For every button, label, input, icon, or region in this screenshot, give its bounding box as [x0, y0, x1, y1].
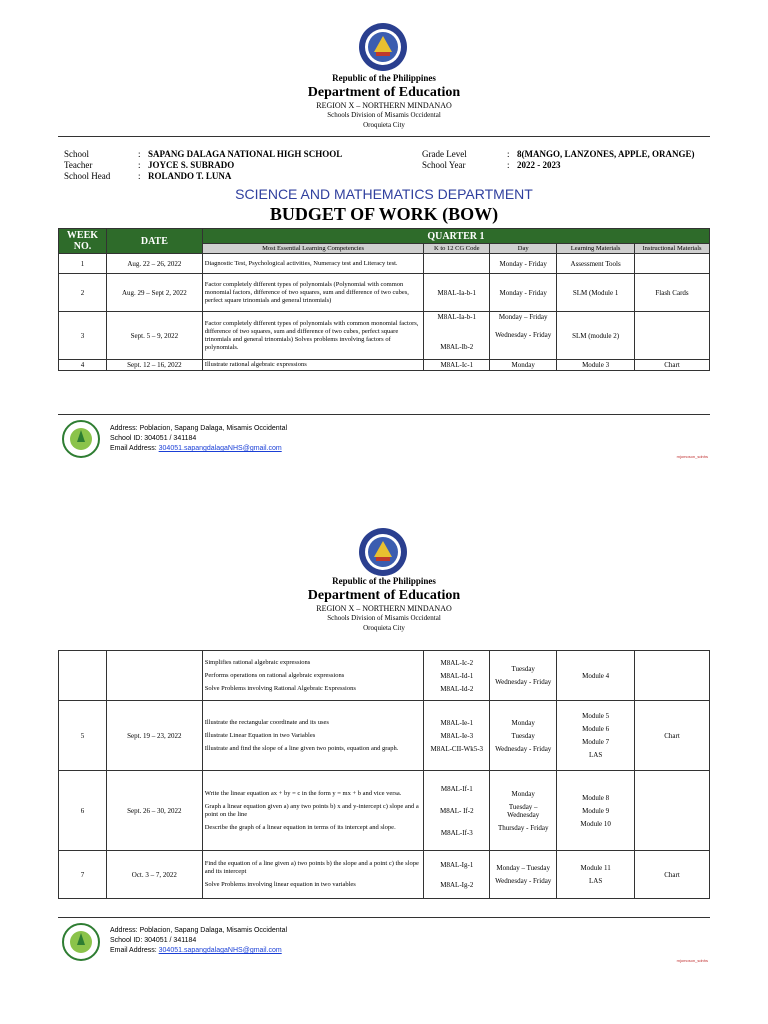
week-cell: 1	[59, 254, 107, 274]
competency-cell: Factor completely different types of polynomials (Polynomial with common monomial factors, difference of two squares, sum and difference of two cubes, perfect square trinomials and general trinomials)	[202, 274, 424, 312]
day-value: Wednesday - Friday	[495, 678, 552, 686]
footer-address: Address: Poblacion, Sapang Dalaga, Misamis Occidental	[110, 927, 288, 934]
im-cell: Chart	[635, 360, 710, 371]
table-row	[59, 701, 710, 771]
table-row	[59, 360, 710, 371]
day-cell: Monday	[490, 360, 557, 371]
code-value: M8AL-If-3	[440, 828, 473, 837]
day-value: Tuesday – Wednesday	[507, 802, 540, 819]
divider	[58, 136, 710, 137]
footer	[110, 926, 287, 956]
division-line: Schools Division of Misamis Occidental	[327, 111, 441, 119]
lm-cell	[557, 701, 635, 771]
year-label: School Year	[422, 160, 466, 170]
day-cell: Monday - Friday	[490, 254, 557, 274]
im-cell: Chart	[635, 851, 710, 899]
colon: :	[507, 149, 510, 159]
competency-cell: Factor completely different types of polynomials with common monomial factors, difference of two squares, sum and difference of two cubes, perfect square trinomials and general trinomials) Solves problems involving factors of polynomials.	[202, 312, 424, 360]
school-name: SAPANG DALAGA NATIONAL HIGH SCHOOL	[148, 149, 343, 159]
code-value: M8AL- If-2	[439, 806, 474, 815]
week-cell: 6	[59, 771, 107, 851]
region-line: REGION X – NORTHERN MINDANAO	[316, 604, 452, 613]
im-cell	[635, 312, 710, 360]
code-value: M8AL-Ia-b-1	[437, 313, 477, 321]
footer-address: Address: Poblacion, Sapang Dalaga, Misamis Occidental	[110, 425, 288, 432]
code-cell	[424, 254, 490, 274]
im-header: Instructional Materials	[635, 244, 710, 254]
day-value: Wednesday - Friday	[495, 331, 552, 339]
school-logo-icon	[62, 923, 100, 961]
competency-item: Solve Problems involving linear equation in two variables	[204, 881, 356, 888]
department-title: Department of Education	[307, 588, 461, 603]
code-cell	[424, 651, 490, 701]
table-row	[59, 771, 710, 851]
republic-line: Republic of the Philippines	[332, 576, 436, 586]
bow-title: BUDGET OF WORK (BOW)	[269, 204, 499, 224]
competency-cell	[202, 651, 424, 701]
day-value: Wednesday - Friday	[495, 877, 552, 885]
code-value: M8AL-Ie-3	[440, 731, 474, 740]
date-cell: Sept. 12 – 16, 2022	[106, 360, 202, 371]
date-cell: Sept. 19 – 23, 2022	[106, 701, 202, 771]
code-value: M8AL-Ib-2	[440, 343, 474, 351]
competency-item: Performs operations on rational algebraic expressions	[204, 671, 345, 679]
city-line: Oroquieta City	[363, 624, 405, 632]
week-cell	[59, 651, 107, 701]
table-row	[59, 851, 710, 899]
bow-table-1	[58, 228, 710, 371]
divider	[58, 917, 710, 918]
day-cell	[490, 701, 557, 771]
competency-cell: Diagnostic Test, Psychological activities, Numeracy test and Literacy test.	[202, 254, 424, 274]
competency-cell: Illustrate rational algebraic expressions	[202, 360, 424, 371]
code-value: M8AL-Ic-2	[440, 658, 474, 667]
footer-tag: mjomoson_sdnhs	[676, 958, 708, 963]
code-value: M8AL-Ig-1	[440, 860, 474, 869]
code-cell: M8AL-Ia-b-1	[424, 274, 490, 312]
school-label: School	[64, 149, 90, 159]
date-cell	[106, 651, 202, 701]
footer-email-label: Email Address:	[110, 445, 157, 452]
day-value: Monday	[511, 789, 535, 798]
competency-item: Graph a linear equation given a) any two points b) x and y-intercept c) slope and a point on the line	[204, 802, 419, 818]
quarter-header: QUARTER 1	[202, 229, 709, 244]
competency-item: Find the equation of a line given a) two points b) the slope and a point c) the slope and its intercept	[204, 860, 419, 875]
competency-cell	[202, 851, 424, 899]
competency-item: Describe the graph of a linear equation in terms of its intercept and slope.	[204, 823, 396, 831]
lm-value: Module 6	[582, 725, 610, 733]
region-line: REGION X – NORTHERN MINDANAO	[316, 101, 452, 110]
day-value: Monday – Friday	[498, 313, 548, 321]
day-header: Day	[490, 244, 557, 254]
colon: :	[138, 149, 141, 159]
week-cell: 3	[59, 312, 107, 360]
lm-cell	[557, 771, 635, 851]
competency-header: Most Essential Learning Competencies	[202, 244, 424, 254]
date-cell: Sept. 5 – 9, 2022	[106, 312, 202, 360]
competency-item: Write the linear equation ax + by = c in the form y = mx + b and vice versa.	[204, 789, 402, 797]
im-cell	[635, 254, 710, 274]
day-value: Thursday - Friday	[497, 823, 549, 832]
code-value: M8AL-Id-1	[440, 671, 474, 680]
day-cell	[490, 851, 557, 899]
page-1	[0, 0, 768, 500]
competency-item: Solve Problems involving Rational Algebraic Expressions	[204, 684, 356, 692]
lm-value: Module 9	[582, 806, 610, 815]
day-cell	[490, 651, 557, 701]
colon: :	[138, 171, 141, 181]
competency-item: Illustrate and find the slope of a line given two points, equation and graph.	[204, 744, 399, 752]
lm-cell: SLM (Module 1	[557, 274, 635, 312]
code-cell	[424, 312, 490, 360]
day-cell: Monday - Friday	[490, 274, 557, 312]
competency-item: Illustrate the rectangular coordinate and its uses	[204, 718, 329, 726]
teacher-name: JOYCE S. SUBRADO	[148, 160, 235, 170]
footer-email-link[interactable]: 304051.sapangdalagaNHS@gmail.com	[158, 445, 282, 452]
lm-value: Module 11	[580, 864, 611, 872]
date-header: DATE	[106, 229, 202, 254]
lm-cell	[557, 851, 635, 899]
colon: :	[138, 160, 141, 170]
footer-email-link[interactable]: 304051.sapangdalagaNHS@gmail.com	[158, 947, 282, 954]
day-value: Monday	[511, 718, 535, 727]
department-heading: SCIENCE AND MATHEMATICS DEPARTMENT	[235, 186, 533, 202]
day-cell	[490, 771, 557, 851]
day-value: Wednesday - Friday	[495, 744, 552, 753]
lm-cell: Module 3	[557, 360, 635, 371]
code-value: M8AL-Ig-2	[440, 880, 474, 889]
competency-item: Illustrate Linear Equation in two Variables	[204, 731, 316, 739]
table-row	[59, 312, 710, 360]
footer-school-id: School ID: 304051 / 341184	[110, 435, 197, 442]
date-cell: Oct. 3 – 7, 2022	[106, 851, 202, 899]
grade-value: 8(MANGO, LANZONES, APPLE, ORANGE)	[517, 149, 695, 159]
deped-seal-icon	[358, 527, 408, 577]
grade-label: Grade Level	[422, 149, 467, 159]
code-value: M8AL-If-1	[440, 784, 473, 793]
code-header: K to 12 CG Code	[424, 244, 490, 254]
competency-item: Simplifies rational algebraic expressions	[204, 658, 311, 666]
competency-cell	[202, 771, 424, 851]
code-value: M8AL-CII-Wk5-3	[430, 744, 484, 753]
head-name: ROLANDO T. LUNA	[148, 171, 232, 181]
year-value: 2022 - 2023	[517, 160, 561, 170]
im-cell	[635, 651, 710, 701]
lm-value: Module 7	[582, 738, 610, 746]
lm-value: LAS	[589, 877, 603, 885]
footer-tag: mjomoson_sdnhs	[676, 454, 708, 459]
week-cell: 5	[59, 701, 107, 771]
lm-value: Module 10	[580, 819, 611, 828]
department-title: Department of Education	[307, 85, 461, 100]
lm-value: Module 5	[582, 712, 610, 720]
code-value: M8AL-Id-2	[440, 684, 474, 693]
footer	[110, 424, 287, 454]
day-cell	[490, 312, 557, 360]
day-value: Tuesday	[511, 665, 535, 673]
divider	[58, 414, 710, 415]
table-row	[59, 274, 710, 312]
lm-header: Learning Materials	[557, 244, 635, 254]
lm-cell: Assessment Tools	[557, 254, 635, 274]
table-row	[59, 254, 710, 274]
footer-email-label: Email Address:	[110, 947, 157, 954]
code-cell: M8AL-Ic-1	[424, 360, 490, 371]
lm-value: LAS	[589, 751, 603, 759]
day-value: Monday – Tuesday	[496, 864, 551, 872]
school-logo-icon	[62, 420, 100, 458]
code-cell	[424, 851, 490, 899]
code-cell	[424, 771, 490, 851]
week-cell: 7	[59, 851, 107, 899]
day-value: Tuesday	[511, 731, 535, 740]
lm-cell: Module 4	[557, 651, 635, 701]
code-value: M8AL-Ie-1	[440, 718, 474, 727]
bow-table-2	[58, 650, 710, 899]
deped-seal-icon	[358, 22, 408, 72]
colon: :	[507, 160, 510, 170]
teacher-label: Teacher	[64, 160, 93, 170]
date-cell: Aug. 29 – Sept 2, 2022	[106, 274, 202, 312]
im-cell: Flash Cards	[635, 274, 710, 312]
lm-cell: SLM (module 2)	[557, 312, 635, 360]
lm-value: Module 8	[582, 793, 610, 802]
week-cell: 4	[59, 360, 107, 371]
week-cell: 2	[59, 274, 107, 312]
head-label: School Head	[64, 171, 111, 181]
footer-school-id: School ID: 304051 / 341184	[110, 937, 197, 944]
code-cell	[424, 701, 490, 771]
table-row	[59, 651, 710, 701]
republic-line: Republic of the Philippines	[332, 73, 436, 83]
date-cell: Aug. 22 – 26, 2022	[106, 254, 202, 274]
im-cell: Chart	[635, 701, 710, 771]
competency-cell	[202, 701, 424, 771]
city-line: Oroquieta City	[363, 121, 405, 129]
page-2	[0, 512, 768, 1012]
im-cell	[635, 771, 710, 851]
date-cell: Sept. 26 – 30, 2022	[106, 771, 202, 851]
week-header: WEEK NO.	[59, 229, 107, 254]
division-line: Schools Division of Misamis Occidental	[327, 614, 441, 622]
